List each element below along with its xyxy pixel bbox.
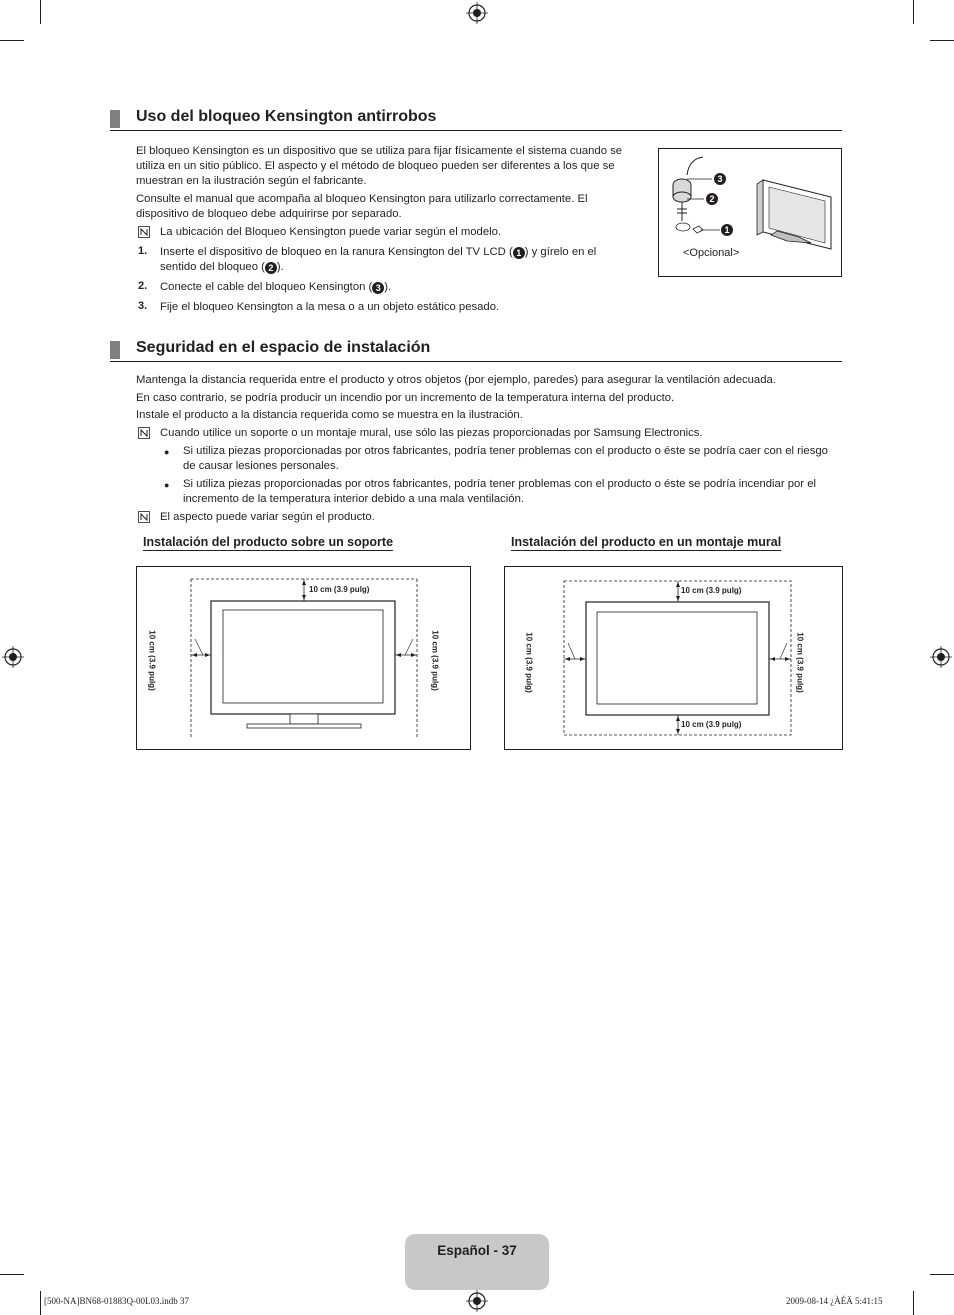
figure-caption: <Opcional>: [683, 247, 740, 259]
left-clearance-label: 10 cm (3.9 pulg): [524, 632, 534, 693]
paragraph-line: Instale el producto a la distancia requerida como se muestra en la ilustración.: [136, 409, 523, 421]
bottom-clearance-label: 10 cm (3.9 pulg): [681, 720, 742, 729]
crop-mark: [0, 40, 24, 41]
badge-3-icon: 3: [714, 173, 726, 185]
step-text-part: Conecte el cable del bloqueo Kensington (: [160, 281, 373, 293]
note-text: El aspecto puede variar según el producto.: [160, 511, 375, 523]
wall-clearance-diagram: [504, 566, 843, 750]
bullet-text: incremento de la temperatura interior debido a una mala ventilación.: [183, 493, 524, 505]
badge-2-icon: 2: [265, 262, 277, 274]
left-clearance-label: 10 cm (3.9 pulg): [147, 630, 157, 691]
crop-mark: [913, 1291, 914, 1315]
registration-mark-icon: [2, 646, 24, 668]
crop-mark: [930, 40, 954, 41]
bullet-text: Si utiliza piezas proporcionadas por otros fabricantes, podría tener problemas con el producto o éste se podría incendiar por el: [183, 478, 816, 490]
step-number: 1.: [138, 245, 148, 257]
note-text: La ubicación del Bloqueo Kensington puede variar según el modelo.: [160, 226, 502, 238]
paragraph-line: El bloqueo Kensington es un dispositivo que se utiliza para fijar físicamente el sistema cuando se: [136, 145, 623, 157]
step-text-part: Inserte el dispositivo de bloqueo en la ranura Kensington del TV LCD (: [160, 246, 513, 258]
paragraph-line: muestran en la ilustración según el fabricante.: [136, 175, 367, 187]
wall-tv-illustration: [505, 567, 842, 749]
stand-install-title: Instalación del producto sobre un soporte: [143, 535, 394, 549]
kensington-figure: [658, 148, 842, 277]
paragraph-line: Mantenga la distancia requerida entre el producto y otros objetos (por ejemplo, paredes) para asegurar la ventilación adecuada.: [136, 374, 776, 386]
paragraph-line: dispositivo de bloqueo debe adquirirse por separado.: [136, 208, 402, 220]
section-heading-installation: [110, 339, 842, 362]
crop-mark: [913, 0, 914, 24]
step-text: [160, 260, 284, 275]
page-number: Español - 37: [437, 1243, 517, 1258]
registration-mark-icon: [466, 1290, 488, 1312]
top-clearance-label: 10 cm (3.9 pulg): [309, 585, 370, 594]
step-text-part: ) y gírelo en el: [524, 246, 597, 258]
top-clearance-label: 10 cm (3.9 pulg): [681, 586, 742, 595]
step-text-part: sentido del bloqueo (: [160, 261, 265, 273]
badge-3-icon: 3: [372, 282, 384, 294]
step-text: Fije el bloqueo Kensington a la mesa o a un objeto estático pesado.: [160, 301, 500, 313]
section-title: Seguridad en el espacio de instalación: [136, 339, 431, 356]
step-number: 2.: [138, 280, 148, 292]
crop-mark: [40, 0, 41, 24]
paragraph-line: utiliza en un sitio público. El aspecto y el método de bloqueo pueden ser diferentes a los que se: [136, 160, 615, 172]
crop-mark: [0, 1274, 24, 1275]
stand-tv-illustration: [137, 567, 470, 749]
bullet-text: de causar lesiones personales.: [183, 460, 339, 472]
right-clearance-label: 10 cm (3.9 pulg): [430, 630, 440, 691]
crop-mark: [40, 1291, 41, 1315]
badge-1-icon: 1: [721, 224, 733, 236]
print-slug-left: [500-NA]BN68-01883Q-00L03.indb 37: [44, 1296, 189, 1306]
wall-install-title: Instalación del producto en un montaje mural: [511, 535, 782, 549]
note-icon: [138, 427, 150, 439]
step-text: [160, 280, 391, 295]
note-icon: [138, 226, 150, 238]
step-text-part: ).: [384, 281, 392, 293]
print-slug-right: 2009-08-14 ¿ÀÈÄ 5:41:15: [786, 1296, 883, 1306]
crop-mark: [930, 1274, 954, 1275]
paragraph-line: En caso contrario, se podría producir un incendio por un incremento de la temperatura interna del producto.: [136, 392, 675, 404]
badge-2-icon: 2: [706, 193, 718, 205]
heading-bar: [110, 110, 120, 128]
step-number: 3.: [138, 300, 148, 312]
note-icon: [138, 511, 150, 523]
bullet-text: Si utiliza piezas proporcionadas por otros fabricantes, podría tener problemas con el producto o éste se podría caer con el riesgo: [183, 445, 828, 457]
bullet-icon: ●: [164, 480, 170, 490]
section-title: Uso del bloqueo Kensington antirrobos: [136, 108, 437, 125]
section-heading-kensington: [110, 108, 842, 131]
bullet-icon: ●: [164, 447, 170, 457]
registration-mark-icon: [466, 2, 488, 24]
paragraph-line: Consulte el manual que acompaña al bloqueo Kensington para utilizarlo correctamente. El: [136, 193, 588, 205]
step-text-part: ).: [276, 261, 284, 273]
page-number-tab: [405, 1234, 549, 1290]
note-text: Cuando utilice un soporte o un montaje mural, use sólo las piezas proporcionadas por Samsung Electronics.: [160, 427, 703, 439]
heading-bar: [110, 341, 120, 359]
registration-mark-icon: [930, 646, 952, 668]
step-text: [160, 245, 596, 260]
badge-1-icon: 1: [513, 247, 525, 259]
stand-clearance-diagram: [136, 566, 471, 750]
right-clearance-label: 10 cm (3.9 pulg): [795, 632, 805, 693]
